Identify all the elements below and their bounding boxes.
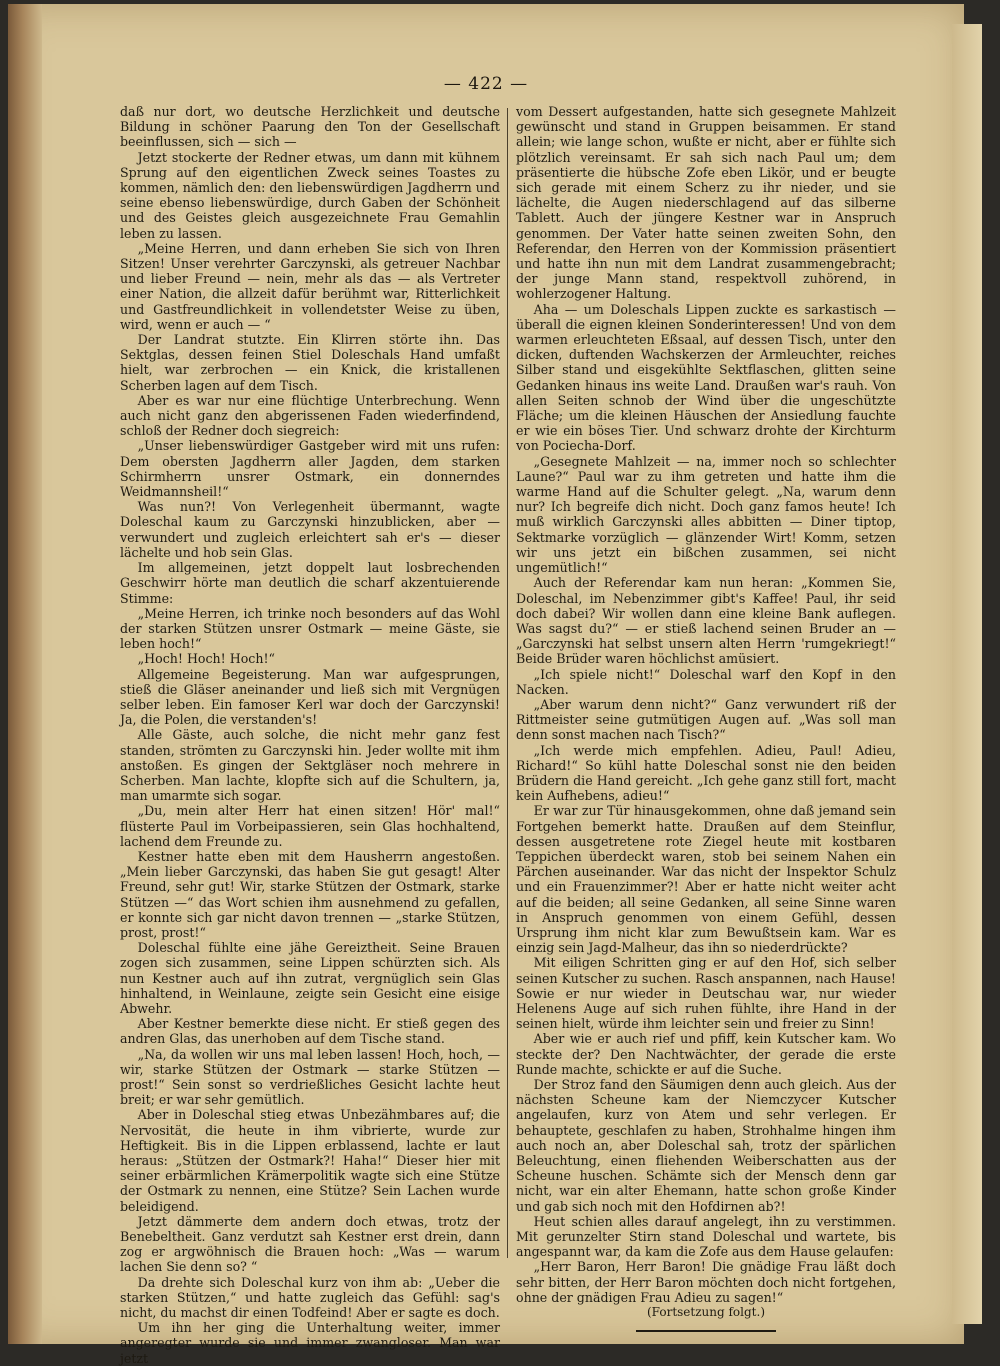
paragraph: Der Stroz fand den Säumigen denn auch gleich. Aus der nächsten Scheune kam der Niemczycer Kutscher angelaufen, kurz von Atem und sehr verlegen. Er behauptete, geschlafen zu haben, Strohhalme hingen ihm auch noch an, aber Doleschal sah, trotz der spärlichen Beleuchtung, einen fliehenden Weiberschatten aus der Scheune huschen. Schämte sich der Mensch denn gar nicht, war ein alter Ehemann, hatte schon große Kinder und gab sich noch mit den Hofdirnen ab?! (516, 1077, 896, 1214)
paragraph: „Unser liebenswürdiger Gastgeber wird mit uns rufen: Dem obersten Jagdherrn aller Jagden, dem starken Schirmherrn unsrer Ostmark, ein donnerndes Weidmannsheil!“ (120, 438, 500, 500)
continuation-note: (Fortsetzung folgt.) (647, 1305, 765, 1320)
paragraph: Doleschal fühlte eine jähe Gereiztheit. Seine Brauen zogen sich zusammen, seine Lippen schürzten sich. Als nun Kestner auch auf ihn zutrat, vergnüglich sein Glas hinhaltend, in Weinlaune, zeigte sein Gesicht eine eisige Abwehr. (120, 940, 500, 1016)
paragraph: „Na, da wollen wir uns mal leben lassen! Hoch, hoch, — wir, starke Stützen der Ostmark — starke Stützen — prost!“ Sein sonst so verdrießliches Gesicht lachte heut breit; er war sehr gemütlich. (120, 1046, 500, 1108)
newspaper-page (8, 4, 964, 1366)
paragraph: Was nun?! Von Verlegenheit übermannt, wagte Doleschal kaum zu Garczynski hinzublicken, aber — verwundert und zugleich erleichtert sah er's — dieser lächelte und hob sein Glas. (120, 499, 500, 560)
paragraph: Jetzt dämmerte dem andern doch etwas, trotz der Benebeltheit. Ganz verdutzt sah Kestner erst drein, dann zog er argwöhnisch die Brauen hoch: „Was — warum lachen Sie denn so? “ (120, 1213, 500, 1275)
paragraph: „Gesegnete Mahlzeit — na, immer noch so schlechter Laune?“ Paul war zu ihm getreten und hatte ihm die warme Hand auf die Schulter gelegt. „Na, warum denn nur? Ich begreife dich nicht. Doch ganz famos heute! Ich muß wirklich Garczynski alles abbitten — Diner tiptop, Sektmarke vorzüglich — glänzender Wirt! Komm, setzen wir uns jetzt ein bißchen zusammen, sei nicht ungemütlich!“ (516, 453, 896, 576)
paragraph: Mit eiligen Schritten ging er auf den Hof, sich selber seinen Kutscher zu suchen. Rasch anspannen, nach Hause! Sowie er nur wieder in Deutschau war, nur wieder Helenens Auge auf sich ruhen fühlte, ihre Hand in der seinen hielt, würde ihm leichter sein und freier zu Sinn! (516, 955, 896, 1032)
paragraph: Aber in Doleschal stieg etwas Unbezähmbares auf; die Nervosität, die heute in ihm vibrierte, wurde zur Heftigkeit. Bis in die Lippen erblassend, lachte er laut heraus: „Stützen der Ostmark?! Haha!“ Dieser hier mit seiner erbärmlichen Krämerpolitik wagte sich eine Stütze der Ostmark zu nennen, eine Stütze? Sein Lachen wurde beleidigend. (120, 1107, 500, 1214)
paragraph: Der Landrat stutzte. Ein Klirren störte ihn. Das Sektglas, dessen feinen Stiel Doleschals Hand umfaßt hielt, war zerbrochen — ein Knick, die kristallenen Scherben lagen auf dem Tisch. (120, 332, 500, 393)
paragraph: Heut schien alles darauf angelegt, ihn zu verstimmen. Mit gerunzelter Stirn stand Doleschal und wartete, bis angespannt war, da kam die Zofe aus dem Hause gelaufen: (516, 1213, 896, 1260)
paragraph: Da drehte sich Doleschal kurz von ihm ab: „Ueber die starken Stützen,“ und hatte zugleich das Gefühl: sag's nicht, du machst dir einen Todfeind! Aber er sagte es doch. (120, 1274, 500, 1321)
paragraph: Auch der Referendar kam nun heran: „Kommen Sie, Doleschal, im Nebenzimmer gibt's Kaffee! Paul, ihr seid doch dabei? Wir wollen dann eine kleine Bank auflegen. Was sagst du?“ — er stieß lachend seinen Bruder an — „Garczynski hat selbst unsern alten Herrn 'rumgekriegt!“ Beide Brüder waren höchlichst amüsiert. (516, 575, 896, 667)
paragraph: Kestner hatte eben mit dem Hausherrn angestoßen. „Mein lieber Garczynski, das haben Sie gut gesagt! Alter Freund, sehr gut! Wir, starke Stützen der Ostmark, starke Stützen —“ das Wort schien ihm ausnehmend zu gefallen, er konnte sich gar nicht davon trennen — „starke Stützen, prost, prost!“ (120, 848, 500, 940)
paragraph: „Hoch! Hoch! Hoch!“ (137, 651, 275, 667)
paragraph: „Ich werde mich empfehlen. Adieu, Paul! Adieu, Richard!“ So kühl hatte Doleschal sonst nie den beiden Brüdern die Hand gereicht. „Ich gehe ganz still fort, macht kein Aufhebens, adieu!“ (516, 742, 896, 804)
paragraph: Aber wie er auch rief und pfiff, kein Kutscher kam. Wo steckte der? Den Nachtwächter, der gerade die erste Runde machte, schickte er auf die Suche. (516, 1031, 896, 1077)
paragraph: Aber es war nur eine flüchtige Unterbrechung. Wenn auch nicht ganz den abgerissenen Faden wiederfindend, schloß der Redner doch siegreich: (120, 392, 500, 439)
paragraph: „Du, mein alter Herr hat einen sitzen! Hör' mal!“ flüsterte Paul im Vorbeipassieren, sein Glas hochhaltend, lachend dem Freunde zu. (120, 803, 500, 849)
paragraph: „Herr Baron, Herr Baron! Die gnädige Frau läßt doch sehr bitten, der Herr Baron möchten doch nicht fortgehen, ohne der gnädigen Frau Adieu zu sagen!“ (516, 1259, 896, 1305)
paragraph: Allgemeine Begeisterung. Man war aufgesprungen, stieß die Gläser aneinander und ließ sich mit Vergnügen selber leben. Ein famoser Kerl war doch der Garczynski! Ja, die Polen, die verstanden's! (120, 666, 500, 728)
right-column (516, 104, 896, 1332)
paragraph: Im allgemeinen, jetzt doppelt laut losbrechenden Geschwirr hörte man deutlich die scharf akzentuierende Stimme: (120, 560, 500, 606)
paragraph: Aber Kestner bemerkte diese nicht. Er stieß gegen des andren Glas, das unerhoben auf dem Tische stand. (120, 1016, 500, 1047)
paragraph: Er war zur Tür hinausgekommen, ohne daß jemand sein Fortgehen bemerkt hatte. Draußen auf dem Steinflur, dessen ausgetretene rote Ziegel heute mit kostbaren Teppichen überdeckt waren, stob bei seinem Nahen ein Pärchen auseinander. War das nicht der Inspektor Schulz und ein Frauenzimmer?! Aber er hatte nicht weiter acht auf die beiden; all seine Gedanken, all seine Sinne waren in Anspruch genommen von einem Gefühl, dessen Ursprung ihm nicht klar zum Bewußtsein kam. War es einzig sein Jagd-Malheur, das ihn so niederdrückte? (516, 803, 896, 956)
paragraph: Alle Gäste, auch solche, die nicht mehr ganz fest standen, strömten zu Garczynski hin. Jeder wollte mit ihm anstoßen. Es gingen der Sektgläser noch mehrere in Scherben. Man lachte, klopfte sich auf die Schultern, ja, man umarmte sich sogar. (120, 727, 500, 804)
paragraph: Um ihn her ging die Unterhaltung weiter, immer angeregter wurde sie und immer zwangloser. Man war jetzt (120, 1320, 500, 1366)
paragraph: „Ich spiele nicht!“ Doleschal warf den Kopf in den Nacken. (516, 666, 896, 697)
paragraph: daß nur dort, wo deutsche Herzlichkeit und deutsche Bildung in schöner Paarung den Ton der Gesellschaft beeinflussen, sich — sich — (120, 104, 500, 150)
paragraph: vom Dessert aufgestanden, hatte sich gesegnete Mahlzeit gewünscht und stand in Gruppen beisammen. Er stand allein; wie lange schon, wußte er nicht, aber er fühlte sich plötzlich vereinsamt. Er sah sich nach Paul um; dem präsentierte die hübsche Zofe eben Likör, und er beugte sich gerade mit einem Scherz zu ihr nieder, und sie lächelte, die Augen niederschlagend auf das silberne Tablett. Auch der jüngere Kestner war in Anspruch genommen. Der Vater hatte seinen zweiten Sohn, den Referendar, den Herren von der Kommission präsentiert und hatte ihn nun mit dem Landrat zusammengebracht; der junge Mann stand, respektvoll zuhörend, in wohlerzogener Haltung. (516, 104, 896, 302)
next-page-edge (952, 24, 982, 1324)
paragraph: Aha — um Doleschals Lippen zuckte es sarkastisch — überall die eignen kleinen Sonderinteressen! Und von dem warmen erleuchteten Eßsaal, auf dessen Tisch, unter den dicken, duftenden Wachskerzen der Armleuchter, reiches Silber stand und eisgekühlte Sektflaschen, glitten seine Gedanken hinaus ins weite Land. Draußen war's rauh. Von allen Seiten schnob der Wind über die ungeschützte Fläche; um die kleinen Häuschen der Ansiedlung fauchte er wie ein böses Tier. Und schwarz drohte der Kirchturm von Pociecha-Dorf. (516, 301, 896, 454)
left-column (120, 104, 500, 1366)
paragraph: „Meine Herren, und dann erheben Sie sich von Ihren Sitzen! Unser verehrter Garczynski, als getreuer Nachbar und lieber Freund — nein, mehr als das — als Vertreter einer Nation, die allzeit dafür berühmt war, Ritterlichkeit und Gastfreundlichkeit in vollendetster Weise zu üben, wird, wenn er auch — “ (120, 240, 500, 332)
end-rule (636, 1330, 776, 1332)
book-binding (8, 4, 42, 1344)
paragraph: „Aber warum denn nicht?“ Ganz verwundert riß der Rittmeister seine gutmütigen Augen auf. „Was soll man denn sonst machen nach Tisch?“ (516, 696, 896, 743)
column-divider (507, 108, 508, 1258)
paragraph: Jetzt stockerte der Redner etwas, um dann mit kühnem Sprung auf den eigentlichen Zweck seines Toastes zu kommen, nämlich den: den liebenswürdigen Jagdherrn und seine ebenso liebenswürdige, durch Gaben der Schönheit und des Geistes gleich ausgezeichnete Frau Gemahlin leben zu lassen. (120, 149, 500, 241)
page-number: — 422 — (443, 74, 529, 94)
paragraph: „Meine Herren, ich trinke noch besonders auf das Wohl der starken Stützen unsrer Ostmark — meine Gäste, sie leben hoch!“ (120, 605, 500, 652)
